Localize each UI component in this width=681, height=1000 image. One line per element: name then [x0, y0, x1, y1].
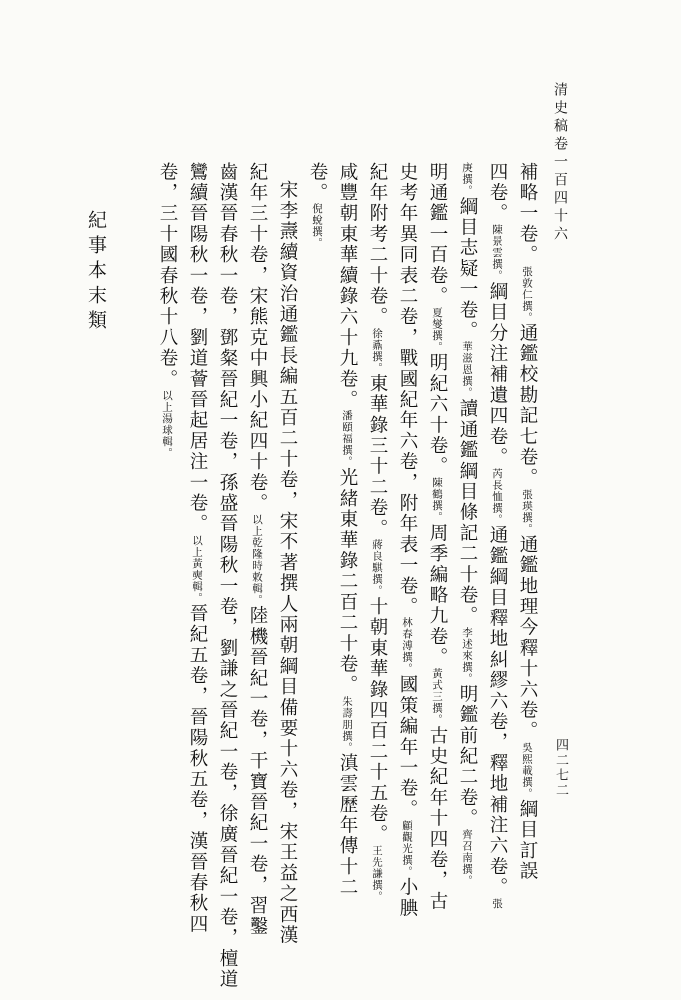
text-segment: 小腆 — [397, 877, 418, 919]
text-segment: 通鑑地理今釋十六卷。 — [517, 534, 538, 742]
text-column — [362, 162, 392, 962]
text-column — [272, 162, 302, 962]
annotation-note: 倪蛻撰。 — [311, 203, 323, 250]
text-segment: 國策編年一卷。 — [397, 674, 418, 820]
text-column — [182, 162, 212, 962]
annotation-note: 吳熙載撰。 — [521, 741, 533, 800]
text-segment: 補略一卷。 — [517, 162, 538, 266]
text-column — [212, 162, 242, 990]
text-column — [332, 162, 362, 962]
annotation-note: 張敦仁撰。 — [521, 265, 533, 323]
annotation-note: 以上黃奭輯。 — [191, 534, 203, 604]
text-segment: 齒漢晉春秋一卷，鄧粲晉紀一卷，孫盛晉陽秋一卷，劉謙之晉紀一卷，徐廣晉紀一卷，檀道 — [217, 162, 238, 990]
annotation-note: 潘頤福撰。 — [341, 410, 353, 468]
text-segment: 綱目訂誤 — [517, 799, 538, 882]
annotation-note: 蔣良騏撰。 — [371, 539, 383, 597]
text-segment: 卷，三十國春秋十八卷。 — [157, 162, 178, 390]
text-column — [482, 162, 512, 962]
annotation-note: 華滋恩撰。 — [461, 341, 473, 399]
text-segment: 東華錄三十二卷。 — [367, 373, 388, 540]
text-segment: 紀年附考二十卷。 — [367, 162, 388, 328]
annotation-note: 齊召南撰。 — [461, 829, 473, 887]
annotation-note: 以上乾隆時敕輯。 — [251, 513, 263, 606]
annotation-note: 朱壽朋撰。 — [341, 695, 353, 754]
text-column — [242, 162, 272, 962]
annotation-note: 黃式三撰。 — [431, 668, 443, 726]
page-number: 四二七二 — [553, 738, 568, 798]
annotation-note: 芮長恤撰。 — [491, 467, 503, 526]
text-segment: 明紀六十卷。 — [427, 352, 448, 478]
text-segment: 綱目分注補遺四卷。 — [487, 281, 508, 468]
annotation-note: 庚撰。 — [461, 162, 473, 197]
annotation-note: 陳景雲撰。 — [491, 224, 503, 282]
annotation-note: 以上湯球輯。 — [161, 389, 173, 459]
text-segment: 鸞續晉陽秋一卷，劉道薈晉起居注一卷。 — [187, 162, 208, 535]
text-segment: 史考年異同表二卷，戰國紀年六卷，附年表一卷。 — [397, 162, 418, 618]
text-segment: 古史紀年十四卷，古 — [427, 725, 448, 912]
text-column — [512, 162, 542, 962]
text-segment: 滇雲歷年傳十二 — [337, 753, 358, 899]
text-segment: 十朝東華錄四百二十五卷。 — [367, 596, 388, 846]
annotation-note: 李述來撰。 — [461, 626, 473, 685]
text-segment: 光緒東華錄二百二十卷。 — [337, 467, 358, 696]
text-segment: 陸機晉紀一卷，干寶晉紀一卷，習鑿 — [247, 605, 268, 938]
annotation-note: 林春溥撰。 — [401, 617, 413, 675]
annotation-note: 顧觀光撰。 — [401, 819, 413, 878]
text-segment: 周季編略九卷。 — [427, 523, 448, 669]
annotation-note: 張瑛撰。 — [521, 488, 533, 535]
annotation-note: 陳鶴撰。 — [431, 477, 443, 524]
text-column — [392, 162, 422, 962]
text-column — [422, 162, 452, 962]
text-segment: 明鑑前紀二卷。 — [457, 684, 478, 830]
text-segment: 晉紀五卷，晉陽秋五卷，漢晉春秋四 — [187, 603, 208, 935]
text-segment: 明通鑑一百卷。 — [427, 162, 448, 307]
section-heading: 紀事本末類 — [85, 210, 107, 335]
text-segment: 咸豐朝東華續錄六十九卷。 — [337, 162, 358, 411]
text-segment: 宋李燾續資治通鑑長編五百二十卷，宋不著撰人兩朝綱目備要十六卷，宋王益之西漢 — [277, 180, 298, 946]
text-segment: 紀年三十卷，宋熊克中興小紀四十卷。 — [247, 162, 268, 514]
annotation-note: 徐鼒撰。 — [371, 327, 383, 374]
main-text-block — [150, 162, 542, 990]
running-header-title: 清史稿卷一百四十六 — [552, 82, 568, 244]
text-segment: 讀通鑑綱目條記二十卷。 — [457, 398, 478, 627]
text-segment: 四卷。 — [487, 162, 508, 225]
text-segment: 通鑑校勘記七卷。 — [517, 323, 538, 489]
text-column — [302, 162, 332, 962]
text-column — [152, 162, 182, 962]
annotation-note: 張 — [491, 898, 503, 910]
text-segment: 卷。 — [307, 162, 328, 204]
annotation-note: 夏燮撰。 — [431, 306, 443, 353]
annotation-note: 王先謙撰。 — [371, 845, 383, 903]
text-segment: 綱目志疑一卷。 — [457, 196, 478, 342]
text-column — [452, 162, 482, 962]
text-segment: 通鑑綱目釋地糾繆六卷，釋地補注六卷。 — [487, 525, 508, 899]
